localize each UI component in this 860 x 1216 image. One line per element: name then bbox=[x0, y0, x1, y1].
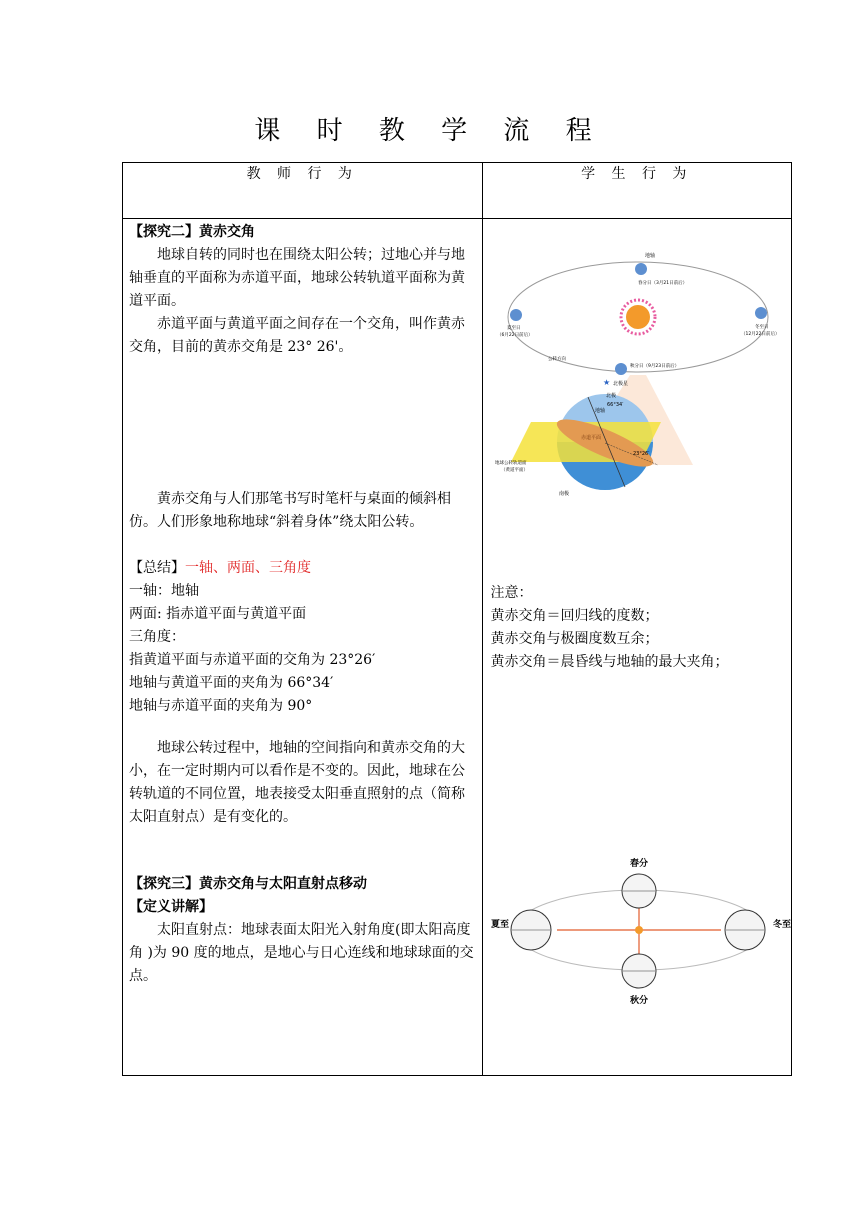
fig2-summer-label: 夏至 bbox=[490, 920, 509, 930]
note-item: 黄赤交角＝晨昏线与地轴的最大夹角； bbox=[490, 654, 729, 670]
summary-label: 【总结】 bbox=[129, 560, 185, 576]
earth-winter-icon bbox=[755, 307, 767, 319]
fig1-north-label: 北极 bbox=[605, 393, 616, 399]
section-3-para: 太阳直射点：地球表面太阳光入射角度(即太阳高度角 )为 90 度的地点，是地心与日心连线和地球球面的交点。 bbox=[129, 922, 474, 984]
globe-spring-icon bbox=[622, 874, 656, 908]
notes-title: 注意： bbox=[490, 585, 533, 601]
summary-heading bbox=[129, 557, 477, 580]
fig1-winter-label: 冬至日 bbox=[754, 325, 769, 330]
fig1-south-label: 南极 bbox=[558, 491, 569, 497]
fig1-axis-label: 地轴 bbox=[594, 408, 605, 414]
lesson-table bbox=[122, 162, 792, 1076]
section-2-para-1: 地球自转的同时也在围绕太阳公转；过地心并与地轴垂直的平面称为赤道平面，地球公转轨道平面称为黄道平面。 bbox=[129, 247, 465, 309]
section-2 bbox=[129, 221, 477, 359]
sun-icon bbox=[621, 300, 655, 334]
section-2-analogy bbox=[129, 488, 477, 534]
earth-summer-icon bbox=[510, 309, 522, 321]
fig1-winter-date: （12月22日前后） bbox=[740, 332, 779, 337]
fig2-spring-label: 春分 bbox=[629, 859, 648, 869]
teacher-cell bbox=[123, 219, 483, 1076]
summary-line: 指黄道平面与赤道平面的交角为 23°26′ bbox=[129, 652, 376, 668]
svg-text:★: ★ bbox=[602, 378, 610, 387]
section-2-para-3: 黄赤交角与人们那笔书写时笔杆与桌面的倾斜相仿。人们形象地称地球“斜着身体”绕太阳公转。 bbox=[129, 491, 451, 530]
fig2-winter-label: 冬至 bbox=[772, 920, 791, 930]
seasons-figure bbox=[489, 853, 789, 1007]
section-3 bbox=[129, 873, 477, 988]
summary-highlight: 一轴、两面、三角度 bbox=[185, 560, 311, 576]
fig1-orbit-sub: （黄道平面） bbox=[500, 468, 528, 473]
section-3-subheading: 【定义讲解】 bbox=[129, 899, 213, 915]
summary-paragraph bbox=[129, 737, 477, 829]
fig1-summer-date: （6月22日前后） bbox=[496, 333, 533, 338]
notes bbox=[491, 582, 791, 674]
fig1-summer-label: 夏至日 bbox=[506, 326, 521, 331]
student-header: 学 生 行 为 bbox=[482, 163, 791, 219]
fig1-angle-2: 23°26′ bbox=[632, 451, 649, 457]
fig1-top-label: 地轴 bbox=[644, 253, 655, 259]
fig1-equator-label: 赤道平面 bbox=[580, 435, 601, 441]
note-item: 黄赤交角＝回归线的度数； bbox=[490, 608, 659, 624]
summary-para: 地球公转过程中，地轴的空间指向和黄赤交角的大小，在一定时期内可以看作是不变的。因此，地球在公转轨道的不同位置，地表接受太阳垂直照射的点（简称太阳直射点）是有变化的。 bbox=[129, 740, 465, 825]
summary-line: 一轴：地轴 bbox=[129, 583, 199, 599]
polaris-icon bbox=[603, 378, 610, 387]
earth-spring-icon bbox=[635, 263, 647, 275]
sun-icon bbox=[635, 926, 643, 934]
page-title: 课 时 教 学 流 程 bbox=[254, 116, 606, 146]
fig1-angle-1: 66°34′ bbox=[606, 402, 623, 408]
fig1-spring-label: 春分日（3月21日前后） bbox=[637, 281, 687, 286]
fig1-polaris-label: 北极星 bbox=[612, 381, 628, 387]
earth-autumn-icon bbox=[615, 363, 627, 375]
section-2-para-2: 赤道平面与黄道平面之间存在一个交角，叫作黄赤交角，目前的黄赤交角是 23° 26'。 bbox=[129, 316, 465, 355]
student-cell bbox=[482, 219, 791, 1076]
fig1-autumn-label: 秋分日（9月23日前后） bbox=[629, 364, 679, 369]
summary-line: 地轴与黄道平面的夹角为 66°34′ bbox=[129, 675, 334, 691]
summary-line: 两面: 指赤道平面与黄道平面 bbox=[129, 606, 307, 622]
note-item: 黄赤交角与极圈度数互余； bbox=[490, 631, 659, 647]
globe-winter-icon bbox=[725, 910, 765, 950]
globe-autumn-icon bbox=[622, 954, 656, 988]
summary-line: 三角度： bbox=[129, 629, 185, 645]
globe-summer-icon bbox=[511, 910, 551, 950]
teacher-header: 教 师 行 为 bbox=[123, 163, 483, 219]
section-2-heading: 【探究二】黄赤交角 bbox=[129, 224, 255, 240]
summary-line: 地轴与赤道平面的夹角为 90° bbox=[129, 698, 313, 714]
fig1-orbit-label: 地球公转轨道面 bbox=[494, 461, 527, 466]
fig1-direction-label: 公转方向 bbox=[547, 357, 566, 362]
orbit-obliquity-figure bbox=[493, 247, 783, 509]
summary bbox=[129, 557, 477, 718]
fig2-autumn-label: 秋分 bbox=[629, 996, 648, 1006]
section-3-heading: 【探究三】黄赤交角与太阳直射点移动 bbox=[129, 876, 367, 892]
